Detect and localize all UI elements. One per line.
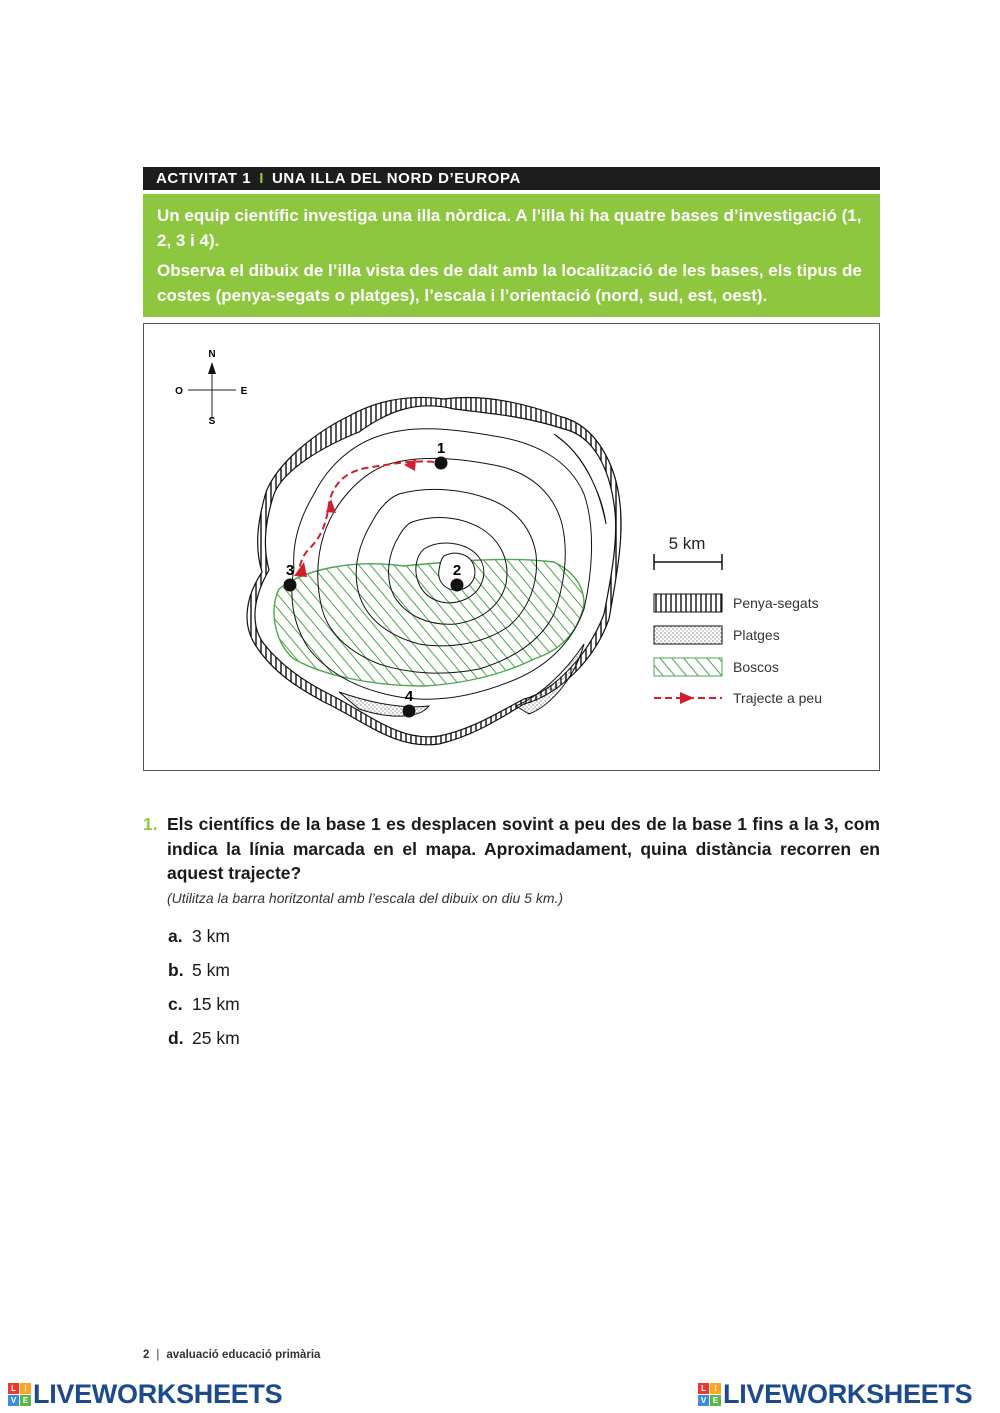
brand-name: LIVEWORKSHEETS [33,1378,283,1409]
logo-letter: L [8,1383,19,1394]
activity-header [143,167,880,190]
base-2-marker [451,579,464,592]
legend-beaches-swatch [654,626,722,644]
intro-paragraph-1: Un equip científic investiga una illa nòrdica. A l’illa hi ha quatre bases d’investigació (1, 2, 3 i 4). [157,206,862,250]
logo-letter: L [698,1383,709,1394]
brand-logo-left[interactable] [8,1378,282,1410]
option-d[interactable] [168,1027,240,1061]
option-c[interactable] [168,993,240,1027]
question-text: Els científics de la base 1 es desplacen sovint a peu des de la base 1 fins a la 3, com indica la línia marcada en el mapa. Aproximadament, quina distància recorren en aquest trajecte? [167,814,880,883]
base-2-label: 2 [452,562,462,579]
page-number: 2 [143,1349,150,1361]
legend-path-label: Trajecte a peu [733,690,822,706]
compass [175,349,248,427]
footer-text: avaluació educació primària [166,1349,321,1361]
activity-title: UNA ILLA DEL NORD D’EUROPA [272,170,521,187]
brand-logo-icon [8,1383,31,1406]
base-3-marker [284,579,297,592]
question-number: 1. [143,814,158,834]
option-letter: d. [168,1028,184,1048]
compass-south: S [208,416,216,427]
logo-letter: V [698,1395,709,1406]
legend [654,594,822,706]
compass-north: N [208,349,216,360]
compass-east: E [240,386,248,397]
logo-letter: I [20,1383,31,1394]
base-1-marker [435,457,448,470]
scale-label: 5 km [668,534,706,553]
page-footer [143,1349,320,1361]
logo-letter: E [710,1395,721,1406]
option-text: 5 km [192,960,230,980]
option-letter: c. [168,994,183,1014]
question-hint: (Utilitza la barra horitzontal amb l’escala del dibuix on diu 5 km.) [167,889,564,906]
activity-label: ACTIVITAT 1 [156,170,252,187]
north-arrow-icon [208,362,216,374]
legend-beaches-label: Platges [733,627,780,643]
base-3-label: 3 [285,562,295,579]
option-letter: a. [168,926,183,946]
option-text: 15 km [192,994,240,1014]
intro-paragraph-2: Observa el dibuix de l’illa vista des de dalt amb la localització de les bases, els tipus de costes (penya-segats o platges), l’escala i l’orientació (nord, sud, est, oest). [157,261,862,305]
brand-logo-right[interactable] [698,1378,972,1410]
option-a[interactable] [168,925,240,959]
legend-forests-label: Boscos [733,659,779,675]
option-b[interactable] [168,959,240,993]
island-map [143,323,880,771]
activity-separator: I [259,170,264,187]
option-text: 3 km [192,926,230,946]
intro-box [143,194,880,317]
legend-forests-swatch [654,658,722,676]
question-1 [143,812,880,908]
base-4-marker [403,705,416,718]
option-text: 25 km [192,1028,240,1048]
base-1-label: 1 [436,440,446,457]
scale-bar [654,534,722,570]
legend-path-arrow-icon [680,692,694,704]
option-letter: b. [168,960,184,980]
brand-name: LIVEWORKSHEETS [723,1378,973,1409]
footer-divider: | [156,1349,160,1361]
brand-logo-icon [698,1383,721,1406]
legend-cliffs-swatch [654,594,722,612]
compass-west: O [175,386,183,397]
logo-letter: E [20,1395,31,1406]
logo-letter: V [8,1395,19,1406]
base-4-label: 4 [404,688,414,705]
island [247,398,621,745]
answer-options [168,925,240,1061]
logo-letter: I [710,1383,721,1394]
legend-cliffs-label: Penya-segats [733,595,819,611]
